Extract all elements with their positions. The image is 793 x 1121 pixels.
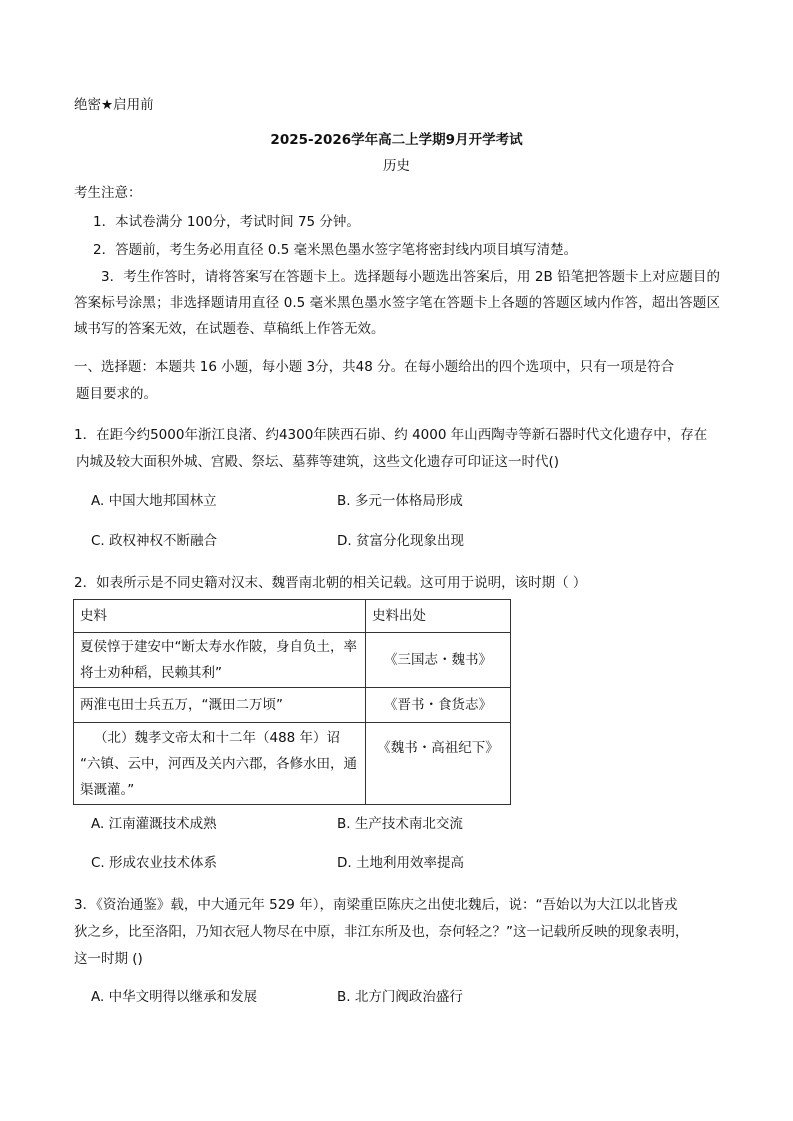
exam-title: 2025-2026学年高二上学期9月开学考试 <box>270 132 523 148</box>
subject-title: 历史 <box>383 158 410 174</box>
q2-table <box>73 599 511 805</box>
section1-line1: 一、选择题：本题共 16 小题，每小题 3分，共48 分。在每小题给出的四个选项中，只有一项是符合 <box>74 359 675 375</box>
table-cell-source: 《魏书・高祖纪下》 <box>366 723 511 805</box>
q2-option-a: A. 江南灌溉技术成熟 <box>91 816 217 832</box>
table-cell-text: 夏侯惇于建安中“断太寿水作陂，身自负土，率将士劝种稻，民赖其利” <box>74 633 366 688</box>
q3-stem-line3: 这一时期 () <box>74 951 143 967</box>
q1-option-c: C. 政权神权不断融合 <box>91 533 218 549</box>
q2-option-d: D. 土地利用效率提高 <box>337 855 464 871</box>
q3-option-b: B. 北方门阀政治盛行 <box>337 989 463 1005</box>
notice-heading: 考生注意： <box>74 185 142 201</box>
table-header-row <box>74 600 511 633</box>
table-cell-source: 《三国志・魏书》 <box>366 633 511 688</box>
q3-stem-line2: 狄之乡，比至洛阳，乃知衣冠人物尽在中原，非江东所及也，奈何轻之？”这一记载所反映的现象表明， <box>74 924 689 940</box>
table-header-text: 史料 <box>74 600 366 633</box>
q2-stem: 2．如表所示是不同史籍对汉末、魏晋南北朝的相关记载。这可用于说明，该时期（ ） <box>74 575 587 591</box>
table-cell-text: 两淮屯田士兵五万，“溉田二万顷” <box>74 688 366 723</box>
notice-item-1: 1．本试卷满分 100分，考试时间 75 分钟。 <box>93 214 360 230</box>
table-row <box>74 723 511 805</box>
confidential-label: 绝密★启用前 <box>74 97 154 113</box>
table-row <box>74 688 511 723</box>
section1-line2: 题目要求的。 <box>76 386 157 402</box>
q1-option-a: A. 中国大地邦国林立 <box>91 493 217 509</box>
q1-option-d: D. 贫富分化现象出现 <box>337 533 464 549</box>
notice-item-3 <box>74 264 720 342</box>
q1-stem-line1: 1．在距今约5000年浙江良渚、约4300年陕西石峁、约 4000 年山西陶寺等新石器时代文化遗存中，存在 <box>74 427 708 443</box>
table-cell-source: 《晋书・食货志》 <box>366 688 511 723</box>
table-cell-text: （北）魏孝文帝太和十二年（488 年）诏 “六镇、云中，河西及关内六郡，各修水田，通渠溉灌。” <box>74 723 366 805</box>
q1-stem-line2: 内城及较大面积外城、宫殿、祭坛、墓葬等建筑，这些文化遗存可印证这一时代() <box>76 454 560 470</box>
table-row <box>74 633 511 688</box>
q2-option-c: C. 形成农业技术体系 <box>91 855 218 871</box>
table-header-source: 史料出处 <box>366 600 511 633</box>
q3-stem-line1: 3．《资治通鉴》载，中大通元年 529 年），南梁重臣陈庆之出使北魏后，说：“吾始以为大江以北皆戎 <box>74 897 678 913</box>
q1-option-b: B. 多元一体格局形成 <box>337 493 463 509</box>
notice-item-2: 2．答题前，考生务必用直径 0.5 毫米黑色墨水签字笔将密封线内项目填写清楚。 <box>93 242 578 258</box>
q2-option-b: B. 生产技术南北交流 <box>337 816 463 832</box>
notice-item-3-text: 3．考生作答时，请将答案写在答题卡上。选择题每小题选出答案后，用 2B 铅笔把答题卡上对应题目的答案标号涂黑；非选择题请用直径 0.5 毫米黑色墨水签字笔在答题卡上各题的答题区域内作答，超出答题区域书写的答案无效，在试题卷、草稿纸上作答无效。 <box>74 269 720 337</box>
q3-option-a: A. 中华文明得以继承和发展 <box>91 989 258 1005</box>
